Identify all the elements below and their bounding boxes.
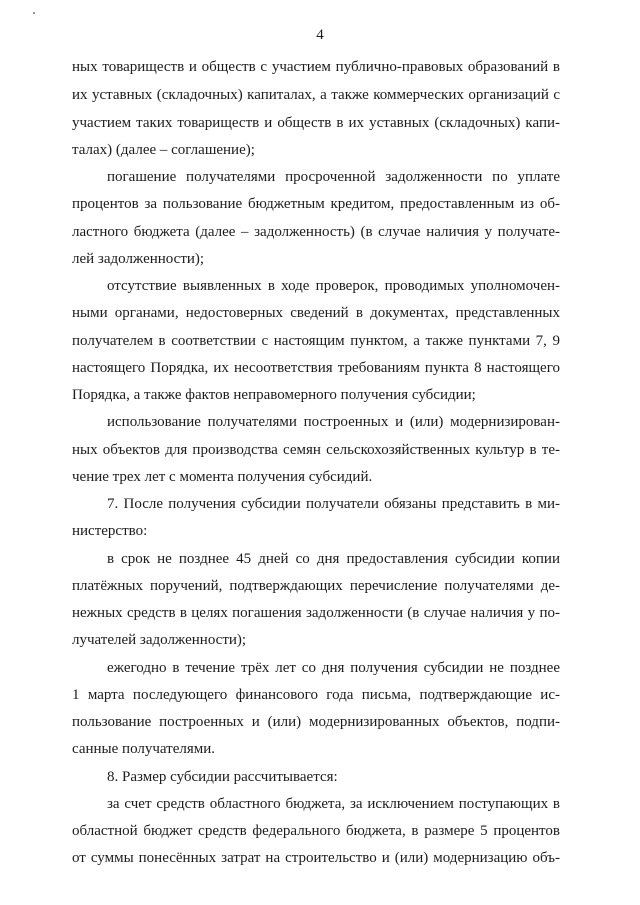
text-line: погашение получателями просроченной задолженности по уплате [107, 169, 560, 185]
text-line: процентов за пользование бюджетным кредитом, предоставленным из об- [72, 196, 560, 212]
text-line: лучателей задолженности); [72, 632, 247, 648]
text-line: лей задолженности); [72, 251, 205, 267]
text-line: отсутствие выявленных в ходе проверок, проводимых уполномочен- [107, 278, 560, 294]
text-line: 7. После получения субсидии получатели обязаны представить в ми- [107, 496, 560, 512]
text-line: их уставных (складочных) капиталах, а также коммерческих организаций с [72, 87, 560, 103]
text-line: Порядка, а также фактов неправомерного получения субсидии; [72, 387, 476, 403]
text-line: 8. Размер субсидии рассчитывается: [107, 769, 338, 785]
text-line: ежегодно в течение трёх лет со дня получения субсидии не позднее [107, 660, 560, 676]
page-number: 4 [316, 27, 324, 43]
text-line: санные получателями. [72, 741, 216, 757]
text-line: участием таких товариществ и обществ в их уставных (складочных) капи- [72, 115, 560, 131]
text-line: 1 марта последующего финансового года письма, подтверждающие ис- [72, 687, 560, 703]
text-line: в срок не позднее 45 дней со дня предоставления субсидии копии [107, 551, 560, 567]
text-line: настоящего Порядка, их несоответствия требованиям пункта 8 настоящего [72, 360, 560, 376]
text-line: нистерство: [72, 523, 148, 539]
text-line: пользование построенных и (или) модернизированных объектов, подпи- [72, 714, 560, 730]
text-line: ных объектов для производства семян сельскохозяйственных культур в те- [72, 442, 560, 458]
text-line: платёжных поручений, подтверждающих перечисление получателями де- [72, 578, 560, 594]
text-line: использование получателями построенных и (или) модернизирован- [107, 414, 560, 430]
text-line: ными органами, недостоверных сведений в документах, представленных [72, 305, 560, 321]
text-line: ных товариществ и обществ с участием публично-правовых образований в [72, 59, 560, 75]
text-line: получателем в соответствии с настоящим пунктом, а также пунктами 7, 9 [72, 333, 560, 349]
scan-artifact [33, 12, 35, 14]
text-line: от суммы понесённых затрат на строительство и (или) модернизацию объ- [72, 850, 560, 866]
text-line: нежных средств в целях погашения задолженности (в случае наличия у по- [72, 605, 560, 621]
text-line: талах) (далее – соглашение); [72, 142, 255, 158]
text-line: областной бюджет средств федерального бюджета, в размере 5 процентов [72, 823, 560, 839]
text-line: чение трех лет с момента получения субсидий. [72, 469, 373, 485]
text-line: за счет средств областного бюджета, за исключением поступающих в [107, 796, 560, 812]
text-line: ластного бюджета (далее – задолженность) (в случае наличия у получате- [72, 224, 560, 240]
